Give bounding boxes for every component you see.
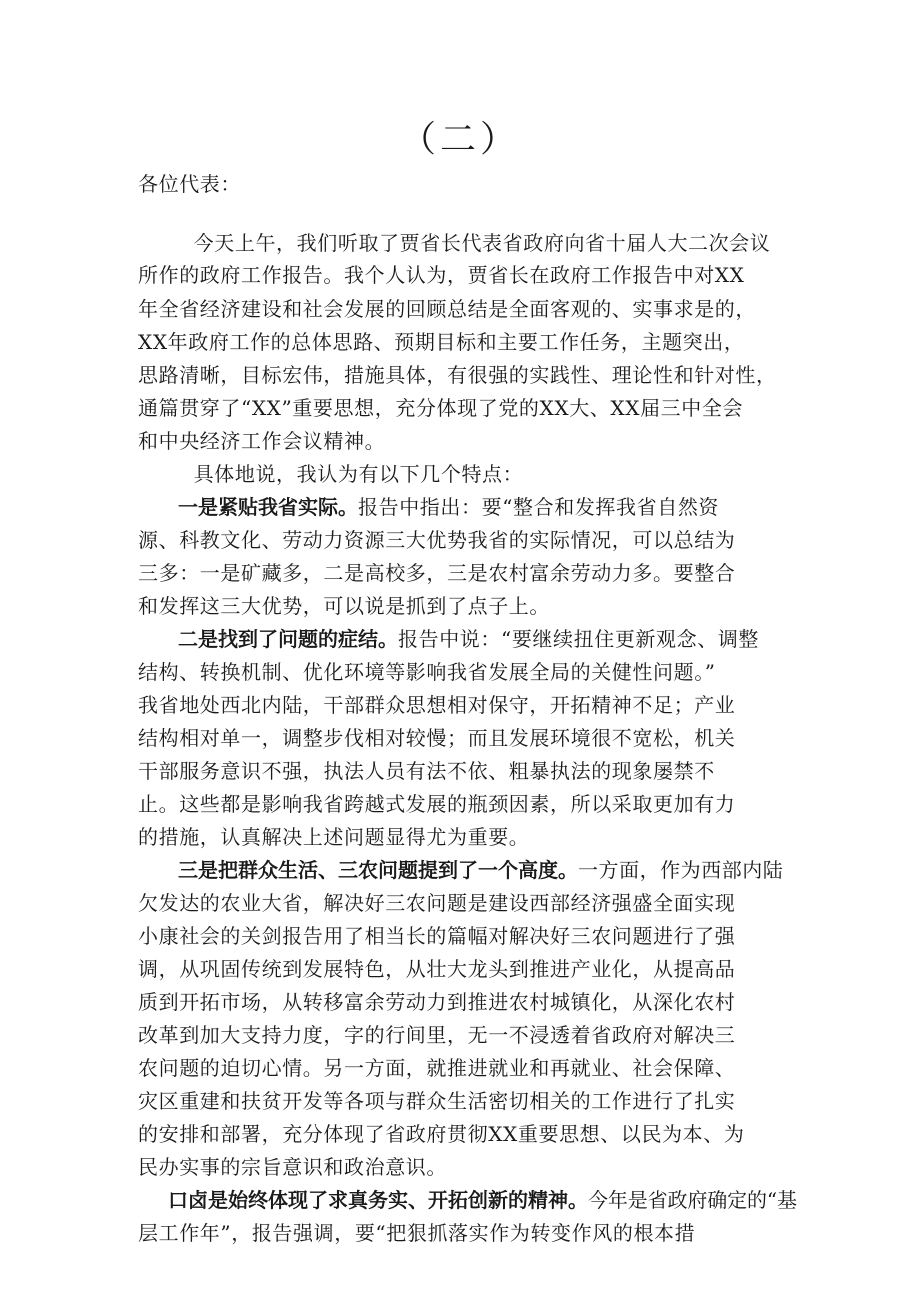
text-line [138,1151,447,1183]
line-text: 农问题的迫切心情。另一方面，就推进就业和再就业、社会保障、 [138,1056,736,1080]
line-text: 报告中指出：要“整合和发挥我省自然资 [358,495,720,519]
line-text: 所作的政府工作报告。我个人认为，贾省长在政府工作报告中对XX [138,263,745,287]
text-line [138,788,735,820]
line-text: 干部服务意识不强，执法人员有法不依、粗暴执法的现象屡禁不 [138,759,715,783]
line-text: 和发挥这三大优势，可以说是抓到了点子上。 [138,594,550,618]
line-text: 今年是省政府确定的“基 [588,1188,797,1212]
text-line [138,1118,744,1150]
line-text: 小康社会的关剑报告用了相当长的篇幅对解决好三农问题进行了强 [138,924,736,948]
text-line [138,722,735,754]
line-text: 和中央经济工作会议精神。 [138,429,386,453]
text-line [138,887,735,919]
text-line [138,1052,735,1084]
line-text: 源、科教文化、劳动力资源三大优势我省的实际情况，可以总结为 [138,528,736,552]
text-line [138,392,743,424]
paragraph-heading: 一是紧贴我省实际。 [178,495,358,519]
text-line [138,168,241,200]
text-line [138,590,550,622]
paragraph-heading: 二是找到了问题的症结。 [178,627,398,651]
line-text: 调，从巩固传统到发展特色，从壮大龙头到推进产业化，从提高品 [138,957,736,981]
text-line [138,326,744,358]
line-text: 止。这些都是影响我省跨越式发展的瓶颈因素，所以采取更加有力 [138,792,736,816]
text-line [168,1184,797,1216]
text-line [138,821,529,853]
text-line [178,491,719,523]
line-text: 改革到加大支持力度，字的行间里，无一不浸透着省政府对解决三 [138,1023,736,1047]
text-line [138,458,523,490]
paragraph-heading: 三是把群众生活、三农问题提到了一个高度。 [178,858,578,882]
line-text: 的安排和部署，充分体现了省政府贯彻XX重要思想、以民为本、为 [138,1122,745,1146]
line-text: 结构相对单一，调整步伐相对较慢；而且发展环境很不宽松，机关 [138,726,736,750]
line-text: 年全省经济建设和社会发展的回顾总结是全面客观的、实事求是的， [138,297,756,321]
line-text: 我省地处西北内陆，干部群众思想相对保守，开拓精神不足；产业 [138,693,736,717]
line-text: 通篇贯穿了“XX”重要思想，充分体现了党的XX大、XX届三中全会 [138,396,744,420]
text-line [138,524,735,556]
line-text: 灾区重建和扶贫开发等各项与群众生活密切相关的工作进行了扎实 [138,1089,736,1113]
text-line [138,1085,735,1117]
line-text: 质到开拓市场，从转移富余劳动力到推进农村城镇化，从深化农村 [138,990,736,1014]
text-line [178,854,783,886]
line-text: 报告中说：“要继续扭住更新观念、调整 [398,627,760,651]
text-line [138,920,735,952]
line-text: 各位代表： [138,172,241,196]
text-line [178,623,759,655]
text-line [138,425,385,457]
line-text: 具体地说，我认为有以下几个特点： [138,462,524,486]
text-line [138,557,735,589]
text-line [138,227,770,259]
line-text: XX年政府工作的总体思路、预期目标和主要工作任务，主题突出， [138,330,745,354]
text-line [138,953,735,985]
line-text: 思路清晰，目标宏伟，措施具体，有很强的实践性、理论性和针对性， [138,363,777,387]
text-line [138,656,716,688]
text-line [138,1019,735,1051]
line-text: 的措施，认真解决上述问题显得尤为重要。 [138,825,530,849]
line-text: 层工作年”，报告强调，要“把狠抓落实作为转变作风的根本措 [138,1221,696,1245]
paragraph-heading: 口卤是始终体现了求真务实、开拓创新的精神。 [168,1188,588,1212]
line-text: 民办实事的宗旨意识和政治意识。 [138,1155,447,1179]
line-text: 一方面，作为西部内陆 [578,858,784,882]
text-line [138,1217,695,1249]
text-line [138,755,715,787]
text-line [138,986,735,1018]
text-line [138,259,744,291]
text-line [138,359,777,391]
line-text: 今天上午，我们听取了贾省长代表省政府向省十届人大二次会议 [138,231,771,255]
line-text: 结构、转换机制、优化环境等影响我省发展全局的关健性问题。” [138,660,716,684]
line-text: 三多：一是矿藏多，二是高校多，三是农村富余劳动力多。要整合 [138,561,736,585]
text-line [138,689,735,721]
document-title: （二） [399,119,520,160]
text-line [138,293,756,325]
line-text: 欠发达的农业大省，解决好三农问题是建设西部经济强盛全面实现 [138,891,736,915]
